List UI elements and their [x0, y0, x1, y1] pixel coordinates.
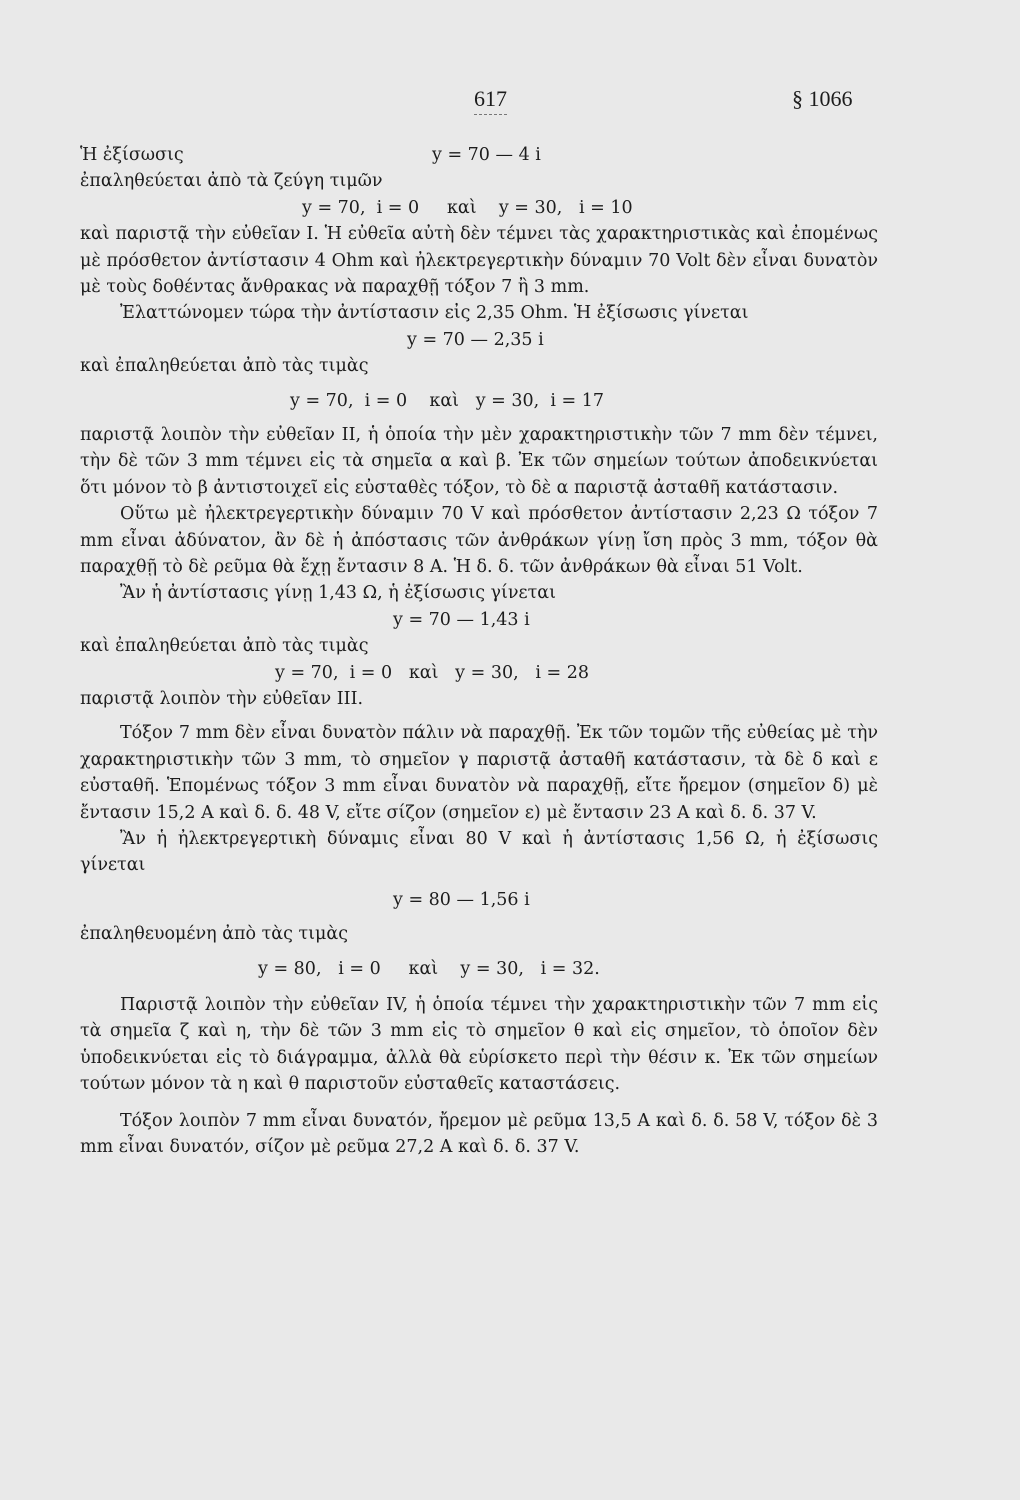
paragraph: Τόξον λοιπὸν 7 mm εἶναι δυνατόν, ἤρεμον μὲ ρεῦμα 13,5 A καὶ δ. δ. 58 V, τόξον δὲ 3 mm εἶναι δυνατόν, σίζον μὲ ρεῦμα 27,2 A καὶ δ. δ. 37 V. — [80, 1110, 878, 1158]
page-body — [80, 142, 878, 1161]
equation-line — [80, 956, 878, 982]
equation-6: y = 70, i = 0 καὶ y = 30, i = 28 — [275, 662, 589, 683]
equation-2: y = 70, i = 0 καὶ y = 30, i = 10 — [302, 197, 633, 218]
paragraph: Ἂν ἡ ἀντίστασις γίνῃ 1,43 Ω, ἡ ἐξίσωσις γίνεται — [120, 583, 556, 604]
paragraph: Παριστᾷ λοιπὸν τὴν εὐθεῖαν IV, ἡ ὁποία τέμνει τὴν χαρακτηριστικὴν τῶν 7 mm εἰς τὰ σημεῖα ζ καὶ η, τὴν δὲ τῶν 3 mm εἰς τὸ σημεῖον θ καὶ εἰς σημεῖον, τὸ ὁποῖον δὲν ὑποδεικνύεται εἰς τὸ διάγραμμα, ἀλλὰ θὰ εὑρίσκετο περὶ τὴν θέσιν κ. Ἐκ τῶν σημείων τούτων μόνον τὰ η καὶ θ παριστοῦν εὐσταθεῖς καταστάσεις. — [80, 995, 878, 1095]
paragraph: Ἐλαττώνομεν τώρα τὴν ἀντίστασιν εἰς 2,35 Ohm. Ἡ ἐξίσωσις γίνεται — [120, 303, 749, 324]
paragraph: παριστᾷ λοιπὸν τὴν εὐθεῖαν II, ἡ ὁποία τὴν μὲν χαρακτηριστικὴν τῶν 7 mm δὲν τέμνει, τὴν δὲ τῶν 3 mm τέμνει εἰς τὰ σημεῖα α καὶ β. Ἐκ τῶν σημείων τούτων ἀποδεικνύεται ὅτι μόνον τὸ β ἀντιστοιχεῖ εἰς εὐσταθὲς τόξον, τὸ δὲ α παριστᾷ ἀσταθῆ κατάστασιν. — [80, 425, 878, 498]
equation-line — [80, 660, 878, 686]
paragraph: Τόξον 7 mm δὲν εἶναι δυνατὸν πάλιν νὰ παραχθῇ. Ἐκ τῶν τομῶν τῆς εὐθείας μὲ τὴν χαρακτηριστικὴν τῶν 3 mm, τὸ σημεῖον γ παριστᾷ ἀσταθῆ κατάστασιν, τὰ δὲ δ καὶ ε εὐσταθῆ. Ἑπομένως τόξον 3 mm εἶναι δυνατὸν νὰ παραχθῇ, εἴτε ἤρεμον (σημεῖον δ) μὲ ἔντασιν 15,2 A καὶ δ. δ. 48 V, εἴτε σίζον (σημεῖον ε) μὲ ἔντασιν 23 A καὶ δ. δ. 37 V. — [80, 723, 878, 823]
equation-line — [80, 142, 878, 168]
equation-line — [80, 607, 878, 633]
equation-line — [80, 388, 878, 414]
equation-4: y = 70, i = 0 καὶ y = 30, i = 17 — [290, 390, 604, 411]
text-line: ἐπαληθεύεται ἀπὸ τὰ ζεύγη τιμῶν — [80, 171, 383, 192]
equation-line — [80, 887, 878, 913]
equation-7: y = 80 — 1,56 i — [393, 889, 530, 910]
page-number: 617 — [474, 86, 507, 111]
equation-1: y = 70 — 4 i — [432, 145, 541, 165]
text-line: καὶ ἐπαληθεύεται ἀπὸ τὰς τιμὰς — [80, 356, 369, 377]
intro-label: Ἡ ἐξίσωσις — [80, 145, 184, 165]
equation-line — [80, 195, 878, 221]
text-line: καὶ ἐπαληθεύεται ἀπὸ τὰς τιμὰς — [80, 636, 369, 657]
paragraph: Οὕτω μὲ ἠλεκτρεγερτικὴν δύναμιν 70 V καὶ πρόσθετον ἀντίστασιν 2,23 Ω τόξον 7 mm εἶναι ἀδύνατον, ἂν δὲ ἡ ἀπόστασις τῶν ἀνθράκων γίνῃ ἴση πρὸς 3 mm, τόξον θὰ παραχθῇ τὸ δὲ ρεῦμα θὰ ἔχῃ ἔντασιν 8 A. Ἡ δ. δ. τῶν ἀνθράκων θὰ εἶναι 51 Volt. — [80, 504, 878, 578]
paragraph: καὶ παριστᾷ τὴν εὐθεῖαν I. Ἡ εὐθεῖα αὐτὴ δὲν τέμνει τὰς χαρακτηριστικὰς καὶ ἐπομένως μὲ πρόσθετον ἀντίστασιν 4 Ohm καὶ ἠλεκτρεγερτικὴν δύναμιν 70 Volt δὲν εἶναι δυνατὸν μὲ τοὺς δοθέντας ἄνθρακας νὰ παραχθῇ τόξον 7 ἢ 3 mm. — [80, 224, 878, 297]
equation-line — [80, 327, 878, 353]
equation-5: y = 70 — 1,43 i — [393, 609, 530, 630]
text-line: ἐπαληθευομένη ἀπὸ τὰς τιμὰς — [80, 924, 349, 945]
text-line: παριστᾷ λοιπὸν τὴν εὐθεῖαν III. — [80, 689, 364, 710]
paragraph: Ἂν ἡ ἠλεκτρεγερτικὴ δύναμις εἶναι 80 V καὶ ἡ ἀντίστασις 1,56 Ω, ἡ ἐξίσωσις γίνεται — [80, 829, 878, 876]
equation-3: y = 70 — 2,35 i — [407, 329, 544, 350]
equation-8: y = 80, i = 0 καὶ y = 30, i = 32. — [258, 958, 600, 979]
section-number: § 1066 — [792, 86, 853, 111]
